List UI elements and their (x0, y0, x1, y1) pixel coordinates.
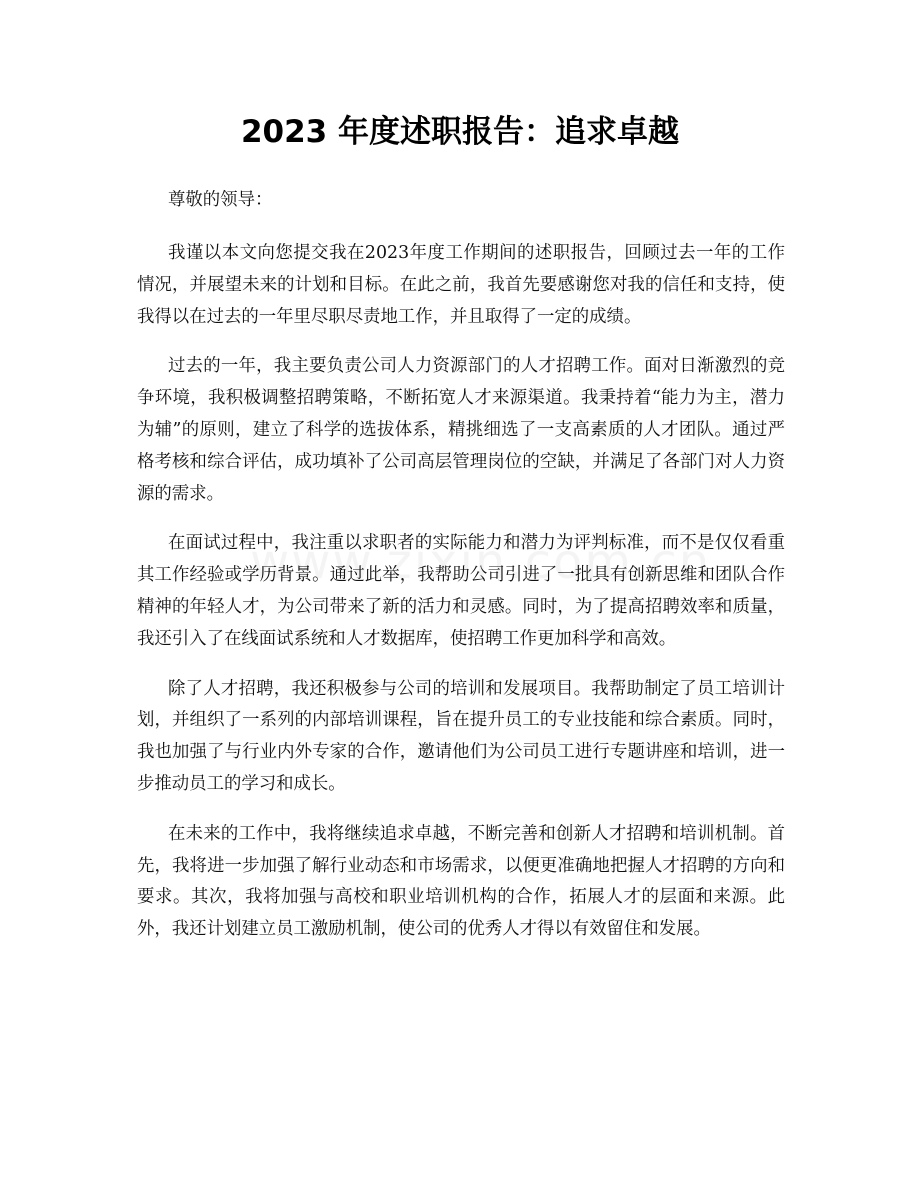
paragraph-3: 在面试过程中，我注重以求职者的实际能力和潜力为评判标准，而不是仅仅看重其工作经验或学历背景。通过此举，我帮助公司引进了一批具有创新思维和团队合作精神的年轻人才，为公司带来了新的活力和灵感。同时，为了提高招聘效率和质量，我还引入了在线面试系统和人才数据库，使招聘工作更加科学和高效。 (137, 533, 785, 649)
paragraph-1: 我谨以本文向您提交我在2023年度工作期间的述职报告，回顾过去一年的工作情况，并展望未来的计划和目标。在此之前，我首先要感谢您对我的信任和支持，使我得以在过去的一年里尽职尽责地工作，并且取得了一定的成绩。 (137, 243, 785, 327)
paragraph-2: 过去的一年，我主要负责公司人力资源部门的人才招聘工作。面对日渐激烈的竞争环境，我积极调整招聘策略，不断拓宽人才来源渠道。我秉持着“能力为主，潜力为辅”的原则，建立了科学的选拔体系，精挑细选了一支高素质的人才团队。通过严格考核和综合评估，成功填补了公司高层管理岗位的空缺，并满足了各部门对人力资源的需求。 (137, 356, 785, 504)
paragraph-5: 在未来的工作中，我将继续追求卓越，不断完善和创新人才招聘和培训机制。首先，我将进一步加强了解行业动态和市场需求，以便更准确地把握人才招聘的方向和要求。其次，我将加强与高校和职业培训机构的合作，拓展人才的层面和来源。此外，我还计划建立员工激励机制，使公司的优秀人才得以有效留住和发展。 (137, 823, 785, 940)
document-body (137, 180, 785, 946)
document-title: 2023 年度述职报告：追求卓越 (240, 114, 680, 150)
salutation: 尊敬的领导： (168, 190, 273, 210)
paragraph-4: 除了人才招聘，我还积极参与公司的培训和发展项目。我帮助制定了员工培训计划，并组织了一系列的内部培训课程，旨在提升员工的专业技能和综合素质。同时，我也加强了与行业内外专家的合作，邀请他们为公司员工进行专题讲座和培训，进一步推动员工的学习和成长。 (137, 678, 785, 794)
